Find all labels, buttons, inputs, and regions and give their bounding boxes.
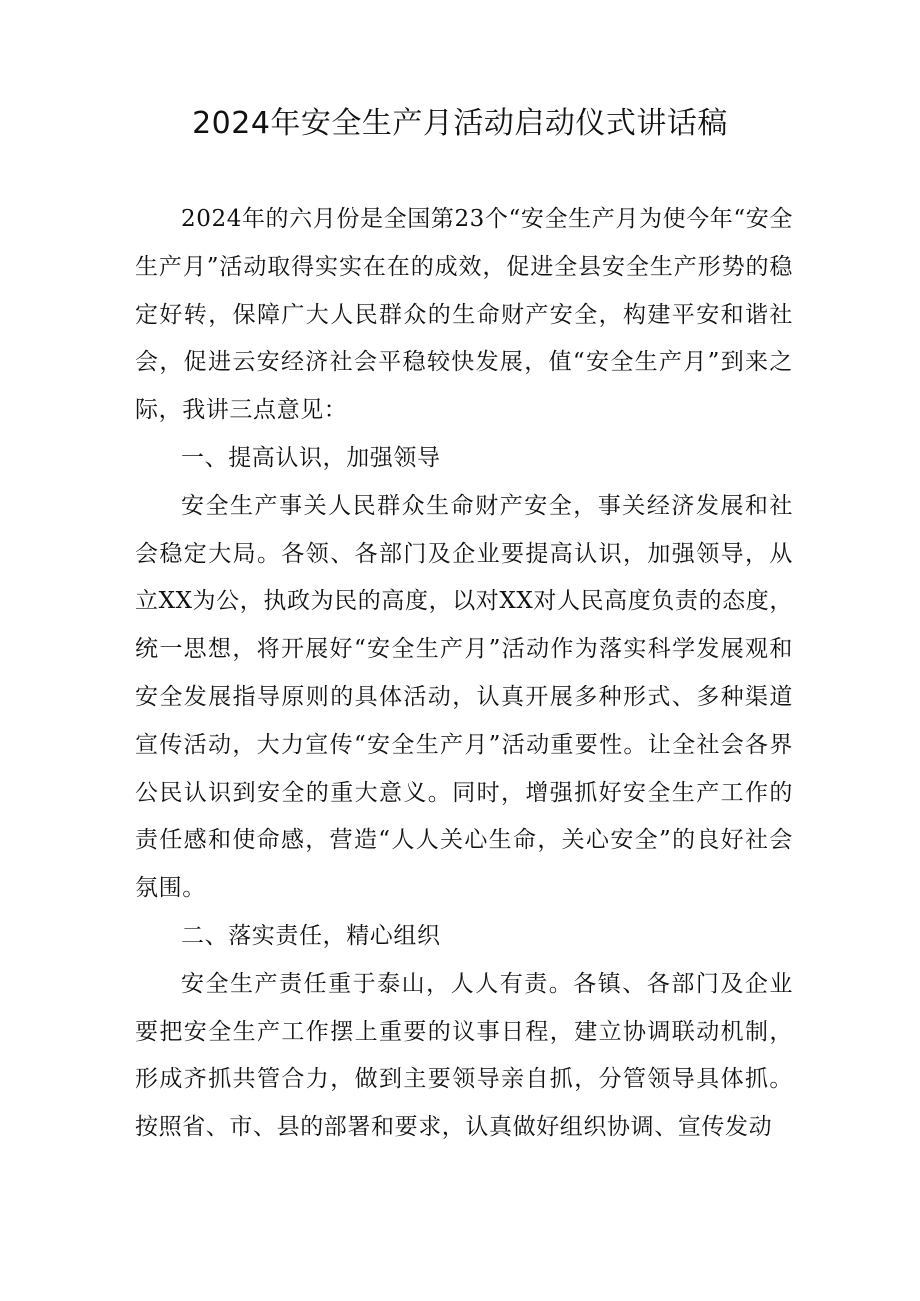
section-2-paragraph: 安全生产责任重于泰山，人人有责。各镇、各部门及企业要把安全生产工作摆上重要的议事日程，建立协调联动机制，形成齐抓共管合力，做到主要领导亲自抓，分管领导具体抓。按照省、市、县的部署和要求，认真做好组织协调、宣传发动 [135,970,793,1141]
section-heading-1: 一、提高认识，加强领导 [181,444,441,471]
intro-paragraph: 2024年的六月份是全国第23个“安全生产月为使今年“安全生产月”活动取得实实在在的成效，促进全县安全生产形势的稳定好转，保障广大人民群众的生命财产安全，构建平安和谐社会，促进云安经济社会平稳较快发展，值“安全生产月”到来之际，我讲三点意见： [135,206,793,424]
section-heading-2: 二、落实责任，精心组织 [181,922,441,949]
section-1-paragraph: 安全生产事关人民群众生命财产安全，事关经济发展和社会稳定大局。各领、各部门及企业要提高认识，加强领导，从立XX为公，执政为民的高度，以对XX对人民高度负责的态度，统一思想，将开展好“安全生产月”活动作为落实科学发展观和安全发展指导原则的具体活动，认真开展多种形式、多种渠道宣传活动，大力宣传“安全生产月”活动重要性。让全社会各界公民认识到安全的重大意义。同时，增强抓好安全生产工作的责任感和使命感，营造“人人关心生命，关心安全”的良好社会氛围。 [135,492,793,902]
document-title: 2024年安全生产月活动启动仪式讲话稿 [192,106,728,141]
document-body [135,196,793,1152]
